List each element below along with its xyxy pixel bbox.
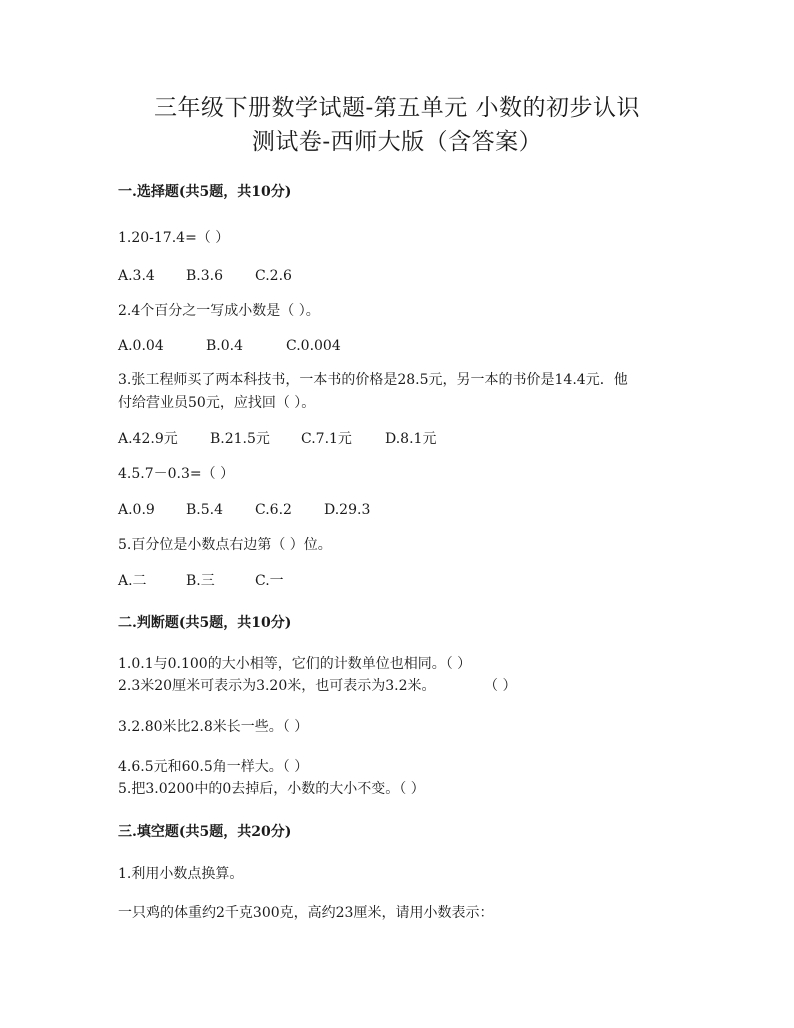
question-5-text: 5.百分位是小数点右边第（ ）位。 (118, 537, 332, 553)
section-heading-fill-blank: 三.填空题(共5题，共20分) (118, 824, 292, 840)
judgement-2-bracket: （ ） (484, 678, 517, 694)
question-2-text: 2.4个百分之一写成小数是（ ）。 (118, 303, 320, 319)
page-title-line1: 三年级下册数学试题-第五单元 小数的初步认识 (153, 95, 641, 121)
option-b: B.0.4 (206, 338, 244, 354)
option-a: A.0.9 (118, 502, 155, 518)
option-b: B.三 (186, 573, 215, 589)
option-b: B.5.4 (186, 502, 224, 518)
option-a: A.二 (118, 573, 147, 589)
option-a: A.42.9元 (118, 431, 178, 447)
option-b: B.21.5元 (210, 431, 270, 447)
judgement-3-text: 3.2.80米比2.8米长一些。（ ） (118, 719, 309, 735)
judgement-5-text: 5.把3.0200中的0去掉后，小数的大小不变。（ ） (118, 781, 425, 797)
option-d: D.8.1元 (385, 431, 437, 447)
fill-1-text: 1.利用小数点换算。 (118, 866, 244, 882)
judgement-1-text: 1.0.1与0.100的大小相等，它们的计数单位也相同。（ ） (118, 656, 472, 672)
fill-1-subtext: 一只鸡的体重约2千克300克，高约23厘米，请用小数表示： (118, 905, 494, 921)
page-title-line2: 测试卷-西师大版（含答案） (251, 129, 543, 155)
option-c: C.0.004 (286, 338, 341, 354)
option-d: D.29.3 (324, 502, 371, 518)
question-1-text: 1.20-17.4=（ ） (118, 230, 230, 246)
section-heading-judgement: 二.判断题(共5题，共10分) (118, 615, 292, 631)
judgement-4-text: 4.6.5元和60.5角一样大。（ ） (118, 759, 309, 775)
section-heading-choice: 一.选择题(共5题，共10分) (118, 184, 292, 200)
option-a: A.3.4 (118, 268, 155, 284)
judgement-2-text (118, 677, 436, 695)
judgement-2-statement: 2.3米20厘米可表示为3.20米，也可表示为3.2米。 (118, 678, 436, 694)
option-c: C.一 (255, 573, 284, 589)
question-3-text-line1: 3.张工程师买了两本科技书，一本书的价格是28.5元，另一本的书价是14.4元．他 (118, 372, 628, 388)
option-c: C.6.2 (255, 502, 292, 518)
option-b: B.3.6 (186, 268, 224, 284)
option-c: C.2.6 (255, 268, 292, 284)
option-a: A.0.04 (118, 338, 164, 354)
option-c: C.7.1元 (301, 431, 352, 447)
question-4-text: 4.5.7－0.3=（ ） (118, 466, 235, 482)
question-3-text-line2: 付给营业员50元，应找回（ ）。 (118, 395, 316, 411)
